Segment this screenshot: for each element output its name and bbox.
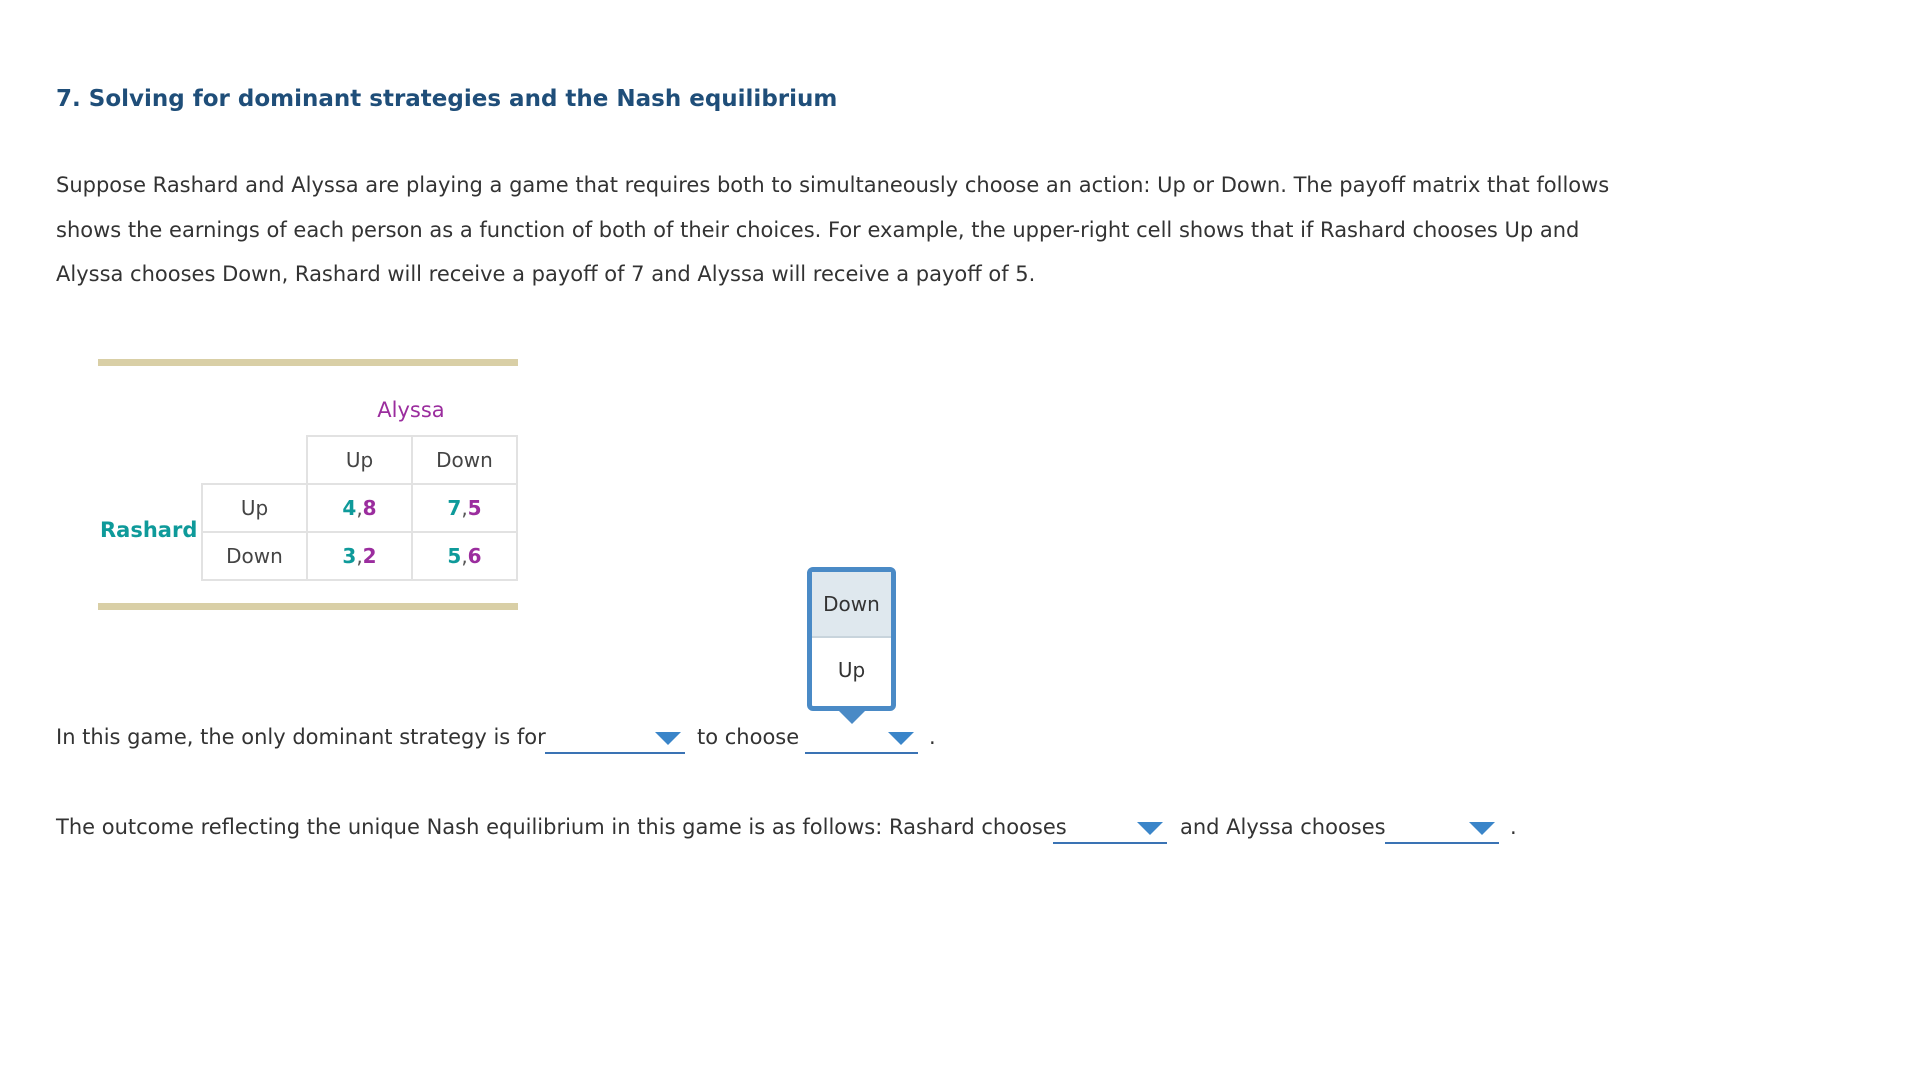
dominant-strategy-prompt: In this game, the only dominant strategy is for — [56, 725, 546, 749]
payoff-separator: , — [356, 544, 363, 568]
sentence-period: . — [929, 725, 936, 749]
chevron-down-icon — [888, 732, 914, 745]
row-header-up: Up — [201, 483, 308, 533]
payoff-separator: , — [461, 496, 468, 520]
nash-equilibrium-prompt: The outcome reflecting the unique Nash equilibrium in this game is as follows: Rashard chooses — [56, 815, 1067, 839]
alyssa-payoff: 6 — [467, 544, 482, 568]
matrix-top-rule — [98, 359, 518, 366]
row-header-down: Down — [201, 531, 308, 581]
sentence-period: . — [1510, 815, 1517, 839]
rashard-payoff: 7 — [447, 496, 462, 520]
column-header-down: Down — [411, 435, 518, 485]
alyssa-payoff: 2 — [362, 544, 377, 568]
chevron-down-icon — [655, 732, 681, 745]
dropdown-option-down[interactable]: Down — [812, 572, 891, 638]
matrix-bottom-rule — [98, 603, 518, 610]
question-title: 7. Solving for dominant strategies and the Nash equilibrium — [56, 86, 838, 112]
alyssa-payoff: 8 — [362, 496, 377, 520]
rashard-choice-dropdown[interactable] — [1053, 814, 1167, 844]
payoff-cell-down-down — [411, 531, 518, 581]
rashard-payoff: 3 — [342, 544, 357, 568]
chevron-down-icon — [1137, 822, 1163, 835]
rashard-payoff: 4 — [342, 496, 357, 520]
row-player-label: Rashard — [100, 518, 198, 542]
alyssa-choice-dropdown[interactable] — [1385, 814, 1499, 844]
column-header-up: Up — [306, 435, 413, 485]
question-intro: Suppose Rashard and Alyssa are playing a game that requires both to simultaneously choose an action: Up or Down. The payoff matrix that follows shows the earnings of each person as a function of both of their choices. For example, the upper-right cell shows that if Rashard chooses Up and Alyssa chooses Down, Rashard will receive a payoff of 7 and Alyssa will receive a payoff of 5. — [56, 173, 1610, 286]
payoff-cell-up-down — [411, 483, 518, 533]
dropdown-options-popup — [807, 567, 896, 711]
popup-pointer — [838, 710, 866, 724]
alyssa-chooses-text: and Alyssa chooses — [1180, 815, 1386, 839]
column-player-label: Alyssa — [377, 398, 445, 422]
rashard-payoff: 5 — [447, 544, 462, 568]
chevron-down-icon — [1469, 822, 1495, 835]
dominant-player-dropdown[interactable] — [545, 724, 685, 754]
payoff-separator: , — [356, 496, 363, 520]
to-choose-text: to choose — [697, 725, 800, 749]
payoff-separator: , — [461, 544, 468, 568]
dominant-action-dropdown[interactable] — [805, 724, 918, 754]
dropdown-option-up[interactable]: Up — [837, 658, 866, 682]
payoff-cell-up-up — [306, 483, 413, 533]
alyssa-payoff: 5 — [467, 496, 482, 520]
payoff-cell-down-up — [306, 531, 413, 581]
